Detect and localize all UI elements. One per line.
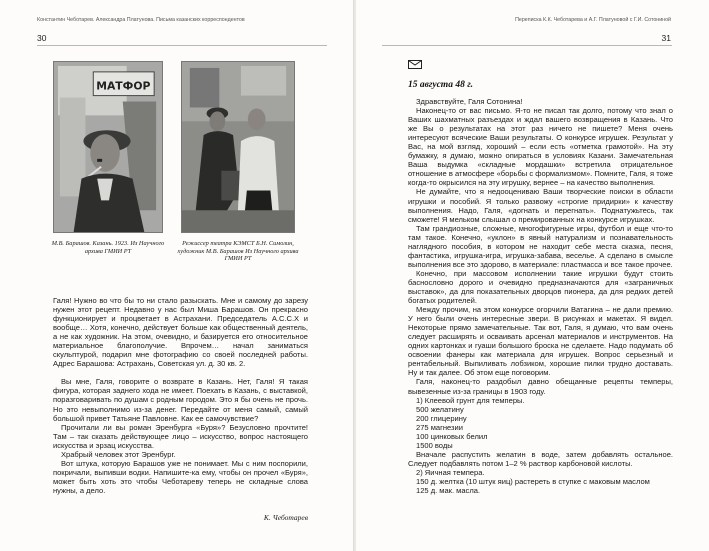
- recipe-line: 100 цинковых белил: [416, 431, 488, 441]
- letter-date: 15 августа 48 г.: [408, 80, 473, 90]
- group-photo: [181, 61, 295, 233]
- paragraph: Галя! Нужно во что бы то ни стало разыскать. Мне и самому до зарезу нужен этот рецепт. Недавно у нас был Миша Барашов. Он прекрасно функционирует и процветает в Астрахани. Председатель А.С.С.Х и вообще… Хотя, конечно, действует больше как общественный деятель, а не как художник. На этом, очевидно, и базируется его относительное материальное благополучие. Впрочем… начал заниматься скульптурой, подарил мне фотографию со своей последней работы. Адрес Барашова: Астрахань, Советская ул. д. 30 кв. 2.: [53, 296, 308, 369]
- recipe-line: 500 желатину: [416, 404, 464, 414]
- signature: К. Чеботарев: [263, 513, 308, 522]
- paragraph: Вначале распустить желатин в воде, затем добавлять остальное. Следует подбавлять потом 1–2 % раствор карбоновой кислоты.: [408, 449, 673, 468]
- paragraph: Прочитали ли вы роман Эренбурга «Буря»? Безусловно прочтите! Там – так сказать действующее лицо – искусство, вопрос настоящего искусства и эрзац искусства.: [53, 422, 308, 450]
- right-page: [356, 0, 709, 551]
- header-rule: [382, 45, 672, 46]
- paragraph: Там грандиозные, сложные, многофигурные игры, футбол и еще что-то там такое. Конечно, «уклон» в явный натурализм и познавательность наглядного пособия, в котором не находит себе места сказка, песня, фантастика, игрушка-игра, игрушка-забава, веселье. А сделано в смысле выполнения все это здорово, в материале: пластмасса и все такое прочее.: [408, 223, 673, 269]
- paragraph: Конечно, при массовом исполнении такие игрушки будут стоить баснословно дорого и очевидно предназначаются для «заграничных выставок», да для показательных дворцов пионера, да для редких детей богатых родителей.: [408, 268, 673, 306]
- recipe-line: 2) Яичная темпера.: [416, 467, 485, 477]
- paragraph: Храбрый человек этот Эренбург.: [61, 449, 176, 459]
- poster-text: МАТФОР: [96, 79, 151, 93]
- letter-body: [408, 97, 673, 495]
- header-rule: [37, 45, 327, 46]
- recipe-line: 150 д. желтка (10 штук яиц) растереть в ступке с маковым маслом: [416, 476, 650, 486]
- recipe-line: 200 глицерину: [416, 413, 467, 423]
- envelope-icon: [408, 60, 422, 69]
- paragraph: Не думайте, что я недооцениваю Ваши творческие поиски в области игрушки и пособий. Я только развожу «строгие придирки» к качеству выполнения. Надо, Галя, «догнать и перегнать». Поднатужьтесь, так сможете! Я мельком слышал о премированных на конкурсе игрушках.: [408, 187, 673, 224]
- paragraph: Наконец-то от вас письмо. Я-то не писал так долго, потому что знал о Ваших шахматных разъездах и ждал вашего возвращения в Казань. Что же Вы о результатах на этот раз ничего не пишете? Меня очень интересуют всяческие Ваши результаты. О конкурсе игрушек. Результат у Вас, на мой взгляд, хороший – если есть «отметка грамотой». На эту бумажку, я думаю, можно опираться в условиях Казани. Замечательная Ваша выдумка «складные мордашки» встретила отрицательное отношение в атмосфере «борьбы с формализмом». Помните, Галя, я тоже когда-то окрысился на эту игрушку, вернее – на качество выполнения.: [408, 106, 673, 188]
- running-head: Константин Чеботарев. Александра Платунова. Письма казанских корреспондентов: [37, 17, 245, 23]
- left-page: [0, 0, 354, 551]
- portrait-photo: [53, 61, 163, 233]
- paragraph: Вот штука, которую Барашов уже не понимает. Мы с ним поспорили, покричали, выпивши водки. Напишите-ка ему, чтобы он прочел «Буря», может быть хоть это чтобы Чеботареву теперь не складные слова нужны, а дело.: [53, 458, 308, 495]
- letter-body: [53, 296, 308, 495]
- recipe-line: 275 магнезии: [416, 422, 463, 432]
- page-number: 31: [661, 33, 671, 43]
- photo-caption-1: М.В. Барашов. Казань. 1923. Из Научного архива ГМИИ РТ: [51, 240, 165, 255]
- recipe-line: 1) Клеевой грунт для темперы.: [416, 395, 525, 405]
- page-number: 30: [37, 33, 47, 43]
- paragraph: Вы мне, Галя, говорите о возврате в Казань. Нет, Галя! Я такая фигура, которая заднего хода не имеет. Поехать в Казань, с выставкой, поразговаривать по душам с родным городом. Это я бы очень не прочь. Но это невыполнимо из-за денег. Передайте от меня самый, самый большой привет Татьяне Павловне. Как ее самочувствие?: [53, 377, 308, 423]
- portrait-photo-image: [54, 62, 162, 232]
- paragraph: Между прочим, на этом конкурсе огорчили Ватагина – не дали премию. У него были очень интересные звери. В рисунках и макетах. Я видел. Некоторые прямо замечательные. Так вот, Галя, я думаю, что вам очень следует расширять и осваивать арсенал материалов и инструментов. На одних картонках и гуаши большого броска не сделаете. Надо подумать об освоении фанеры как материала для игрушек. Вопрос серьезный и рентабельный. Выпиливать лобзиком, хорошие пилки трудно доставать. Ну и так далее. Об этом еще поговорим.: [408, 305, 673, 378]
- recipe-line: 1500 воды: [416, 440, 453, 450]
- photo-caption-2: Режиссер театра КЭМСТ Б.Н. Симолин, художник М.В. Барашов Из Научного архива ГМИИ РТ: [177, 240, 299, 263]
- greeting: Здравствуйте, Галя Сотонина!: [416, 97, 523, 106]
- paragraph: Галя, наконец-то раздобыл давно обещанные рецепты темперы, вывезенные из-за границы в 1903 году.: [408, 377, 673, 396]
- recipe-line: 125 д. мак. масла.: [416, 486, 481, 496]
- running-head: Переписка К.К. Чеботарева и А.Г. Платуновой с Г.И. Сотониной: [515, 17, 671, 23]
- group-photo-image: [182, 62, 294, 232]
